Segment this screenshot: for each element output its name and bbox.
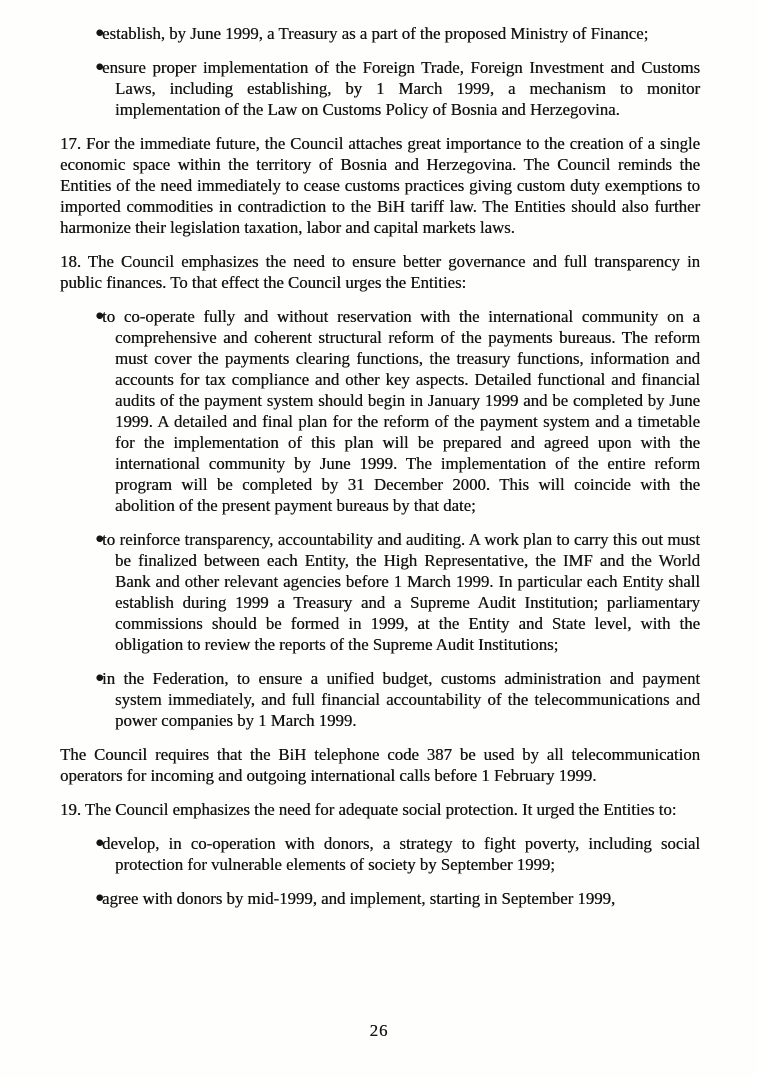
bullet-list-social-protection — [60, 833, 700, 909]
list-item — [95, 23, 700, 44]
bullet-icon: ● — [95, 890, 105, 906]
paragraph-telephone-code: The Council requires that the BiH telephone code 387 be used by all telecommunication operators for incoming and outgoing international calls before 1 February 1999. — [60, 745, 700, 785]
list-item — [95, 668, 700, 731]
page-number: 26 — [369, 1021, 389, 1040]
list-item — [95, 57, 700, 120]
list-item-text: develop, in co-operation with donors, a strategy to fight poverty, including social protection for vulnerable elements of society by September 1999; — [102, 834, 700, 874]
bullet-icon: ● — [95, 59, 105, 75]
paragraph-19: 19. The Council emphasizes the need for adequate social protection. It urged the Entities to: — [60, 800, 677, 819]
list-item-text: to co-operate fully and without reservation with the international community on a comprehensive and coherent structural reform of the payments bureaus. The reform must cover the payments clearing functions, the treasury functions, information and accounts for tax compliance and other key aspects. Detailed functional and financial audits of the payment system should begin in January 1999 and be completed by June 1999. A detailed and final plan for the reform of the payment system and a timetable for the implementation of this plan will be prepared and agreed upon with the international community by June 1999. The implementation of the entire reform program will be completed by 31 December 2000. This will coincide with the abolition of the present payment bureaus by that date; — [102, 307, 700, 515]
list-item-text: agree with donors by mid-1999, and implement, starting in September 1999, — [102, 889, 616, 908]
paragraph-17: 17. For the immediate future, the Council attaches great importance to the creation of a single economic space within the territory of Bosnia and Herzegovina. The Council reminds the Entities of the need immediately to cease customs practices giving custom duty exemptions to imported commodities in contradiction to the BiH tariff law. The Entities should also further harmonize their legislation taxation, labor and capital markets laws. — [60, 134, 700, 237]
page-body — [60, 23, 700, 922]
bullet-icon: ● — [95, 670, 105, 686]
list-item-text: ensure proper implementation of the Foreign Trade, Foreign Investment and Customs Laws, including establishing, by 1 March 1999, a mechanism to monitor implementation of the Law on Customs Policy of Bosnia and Herzegovina. — [102, 58, 700, 119]
list-item-text: in the Federation, to ensure a unified budget, customs administration and payment system immediately, and full financial accountability of the telecommunications and power companies by 1 March 1999. — [102, 669, 700, 730]
list-item-text: to reinforce transparency, accountability and auditing. A work plan to carry this out must be finalized between each Entity, the High Representative, the IMF and the World Bank and other relevant agencies before 1 March 1999. In particular each Entity shall establish during 1999 a Treasury and a Supreme Audit Institution; parliamentary commissions should be formed in 1999, at the Entity and State level, with the obligation to review the reports of the Supreme Audit Institutions; — [102, 530, 700, 654]
bullet-icon: ● — [95, 531, 105, 547]
list-item — [95, 529, 700, 655]
bullet-icon: ● — [95, 835, 105, 851]
bullet-icon: ● — [95, 308, 105, 324]
paragraph-18: 18. The Council emphasizes the need to ensure better governance and full transparency in public finances. To that effect the Council urges the Entities: — [60, 252, 700, 292]
list-item — [95, 306, 700, 516]
bullet-list-ministry-tasks — [60, 23, 700, 120]
list-item — [95, 833, 700, 875]
list-item — [95, 888, 700, 909]
bullet-list-public-finance — [60, 306, 700, 731]
bullet-icon: ● — [95, 25, 105, 41]
list-item-text: establish, by June 1999, a Treasury as a part of the proposed Ministry of Finance; — [102, 24, 649, 43]
